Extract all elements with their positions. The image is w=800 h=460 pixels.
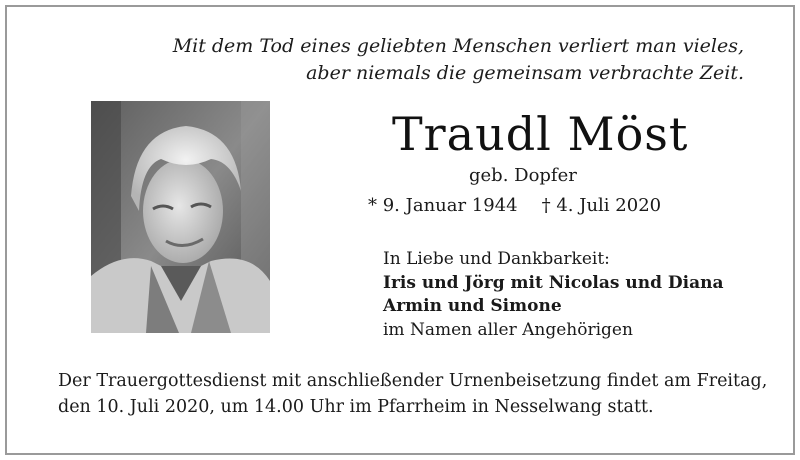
quote-line-2: aber niemals die gemeinsam verbrachte Zeit. [306, 62, 744, 84]
death-date: † 4. Juli 2020 [541, 195, 662, 216]
mourners-intro: In Liebe und Dankbarkeit: [383, 249, 610, 269]
birth-date: * 9. Januar 1944 [368, 195, 518, 216]
quote-line-1: Mit dem Tod eines geliebten Menschen verliert man vieles, [172, 35, 744, 57]
mourners-family-1: Iris und Jörg mit Nicolas und Diana [383, 272, 724, 293]
mourners-family-2: Armin und Simone [383, 296, 562, 316]
maiden-name: geb. Dopfer [469, 165, 577, 186]
mourners-block [383, 248, 724, 342]
deceased-name: Traudl Möst [392, 107, 689, 161]
mourners-closing: im Namen aller Angehörigen [383, 319, 633, 340]
service-line-1: Der Trauergottesdienst mit anschließender Urnenbeisetzung findet am Freitag, [58, 371, 768, 391]
service-line-2: den 10. Juli 2020, um 14.00 Uhr im Pfarrheim in Nesselwang statt. [58, 397, 654, 417]
portrait-photo [91, 101, 270, 333]
service-notice [58, 368, 768, 420]
memorial-quote [0, 33, 744, 87]
life-dates [368, 195, 661, 217]
